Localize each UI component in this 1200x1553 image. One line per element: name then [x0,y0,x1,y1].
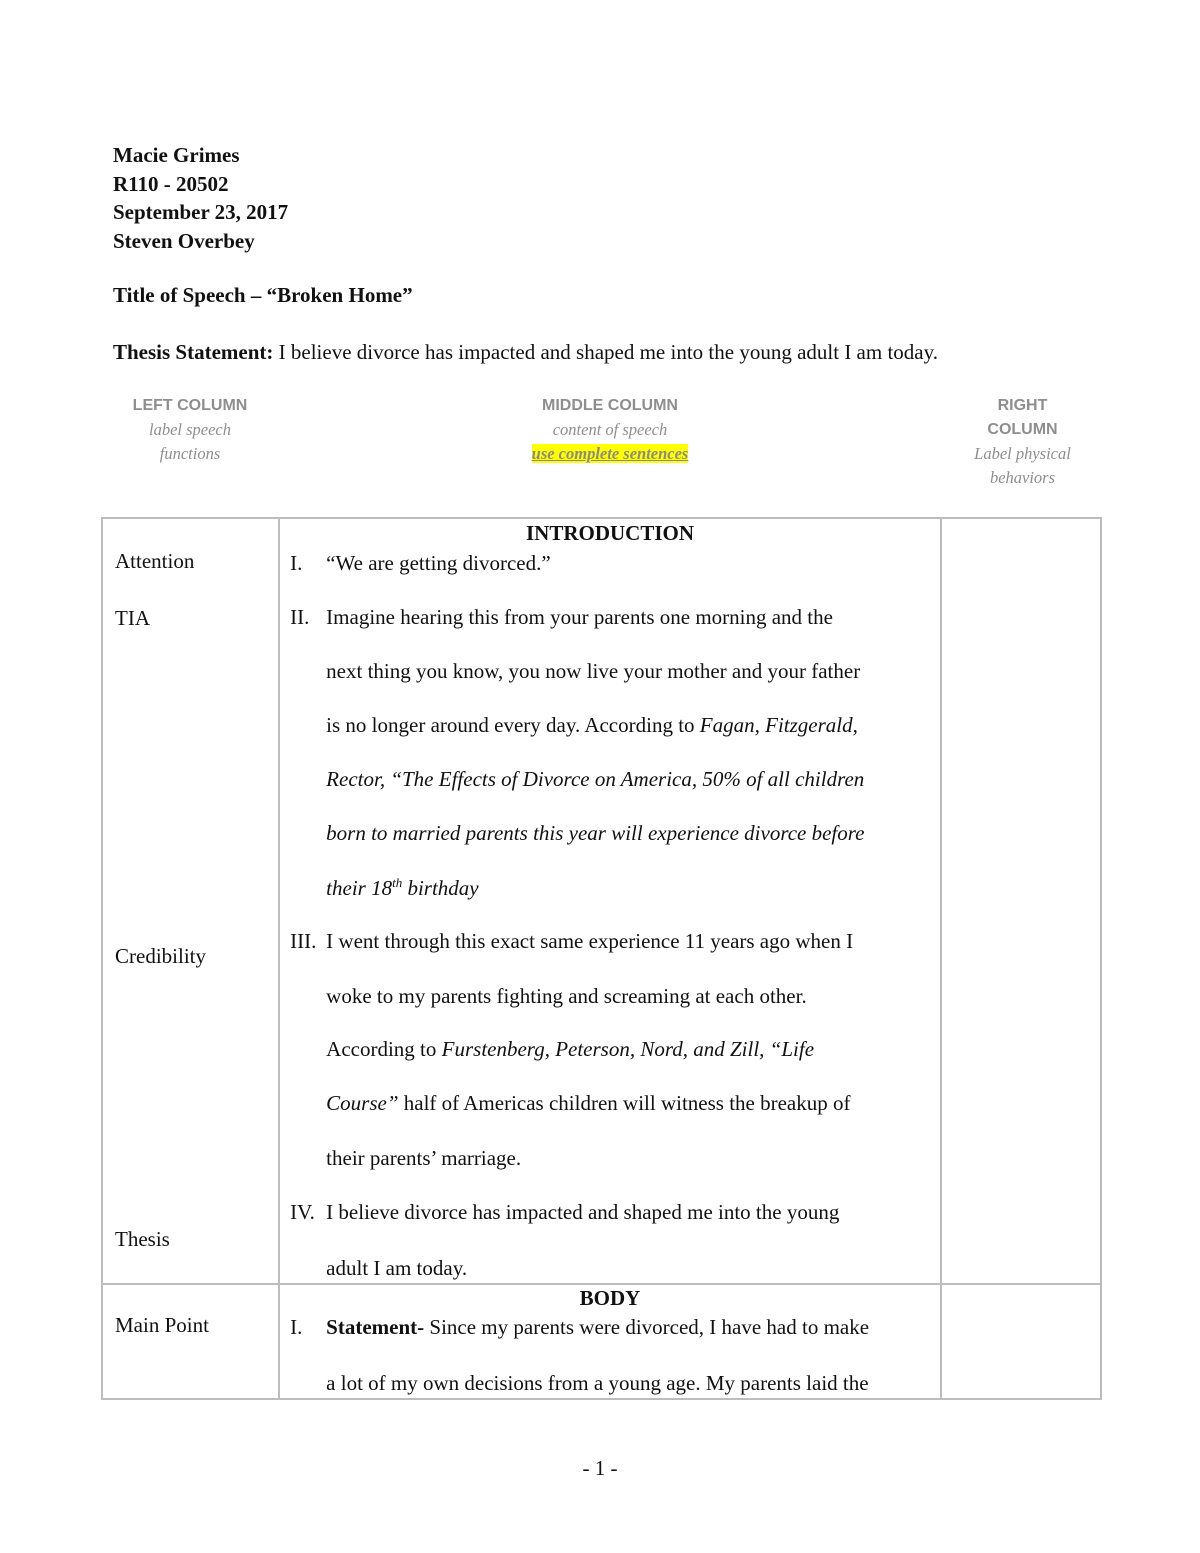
author-name: Macie Grimes [113,143,240,167]
intro-item-2-line [326,875,478,901]
intro-item-3-line: woke to my parents fighting and screaming at each other. [326,984,807,1008]
intro-item-2-line [326,713,858,738]
intro-item-3-number: III. [290,929,317,953]
right-column-guide [945,394,1100,490]
body-behaviors-cell [941,1284,1101,1399]
speech-title: Title of Speech – “Broken Home” [113,283,413,307]
intro-item-2-line: next thing you know, you now live your mother and your father [326,659,861,683]
body-content-cell [279,1284,941,1399]
label-tia: TIA [115,606,150,630]
middle-column-highlight: use complete sentences [531,444,689,463]
intro-item-2-number: II. [290,605,310,629]
left-column-guide [100,394,280,466]
intro-item-2-text: is no longer around every day. According to [326,713,700,737]
intro-item-4-number: IV. [290,1200,315,1224]
intro-item-3-line: I went through this exact same experience 11 years ago when I [326,929,854,953]
right-column-title1: RIGHT [997,397,1048,414]
intro-item-4-line: adult I am today. [326,1256,468,1280]
left-column-line1: label speech [148,420,231,439]
course-code: R110 - 20502 [113,171,229,196]
introduction-functions-cell [102,518,279,1284]
body-row [102,1284,1101,1399]
intro-item-3-line: their parents’ marriage. [326,1146,522,1170]
thesis-text: I believe divorce has impacted and shaped me into the young adult I am today. [273,340,939,364]
intro-item-3-citation: Furstenberg, Peterson, Nord, and Zill, “Life [441,1037,815,1061]
left-column-title: LEFT COLUMN [132,397,248,414]
author-header [113,141,288,255]
body-functions-cell [102,1284,279,1399]
introduction-row [102,518,1101,1284]
introduction-content-cell [279,518,941,1284]
intro-item-2-line: Imagine hearing this from your parents one morning and the [326,605,833,629]
thesis-label: Thesis Statement: [113,340,274,364]
instructor-name: Steven Overbey [113,228,255,253]
intro-item-2-line [326,821,864,846]
label-credibility: Credibility [115,944,206,968]
intro-item-3-text: half of Americas children will witness the breakup of [398,1091,851,1115]
body-item-1-text: Since my parents were divorced, I have had to make [424,1315,870,1339]
introduction-heading: INTRODUCTION [525,521,695,545]
right-column-title2: COLUMN [987,421,1058,438]
intro-item-4-line: I believe divorce has impacted and shaped me into the young [326,1200,840,1224]
right-column-line1: Label physical [974,444,1071,463]
right-column-line2: behaviors [989,468,1056,487]
intro-item-1-number: I. [290,551,303,575]
body-heading: BODY [579,1286,641,1310]
middle-column-line1: content of speech [552,420,668,439]
intro-item-2-line [326,767,864,792]
intro-item-3-citation: Course” [326,1091,399,1115]
intro-item-2-citation: Fagan, Fitzgerald, [699,713,858,737]
intro-item-3-text: According to [326,1037,442,1061]
intro-item-2-citation: birthday [402,876,479,900]
body-item-1-line [326,1315,869,1340]
intro-item-3-line [326,1091,850,1116]
label-thesis: Thesis [115,1227,170,1251]
label-attention: Attention [115,549,195,573]
thesis-statement [113,340,938,365]
left-column-line2: functions [159,444,221,463]
document-date: September 23, 2017 [113,200,289,224]
page-number: - 1 - [582,1456,618,1480]
body-item-1-line: a lot of my own decisions from a young age. My parents laid the [326,1371,869,1395]
label-main-point: Main Point [115,1313,209,1337]
intro-item-2-citation: their 18 [326,876,393,900]
intro-item-3-line [326,1037,814,1062]
body-item-1-bold: Statement- [326,1315,425,1339]
introduction-behaviors-cell [941,518,1101,1284]
middle-column-guide [460,394,760,466]
intro-item-1-line: “We are getting divorced.” [326,551,551,575]
speech-outline-table [101,517,1102,1400]
intro-item-2-citation: Rector, “The Effects of Divorce on America, 50% of all children [326,767,865,791]
intro-item-2-superscript: th [392,875,403,890]
middle-column-title: MIDDLE COLUMN [542,397,678,414]
intro-item-2-citation: born to married parents this year will experience divorce before [326,821,865,845]
body-item-1-number: I. [290,1315,303,1339]
